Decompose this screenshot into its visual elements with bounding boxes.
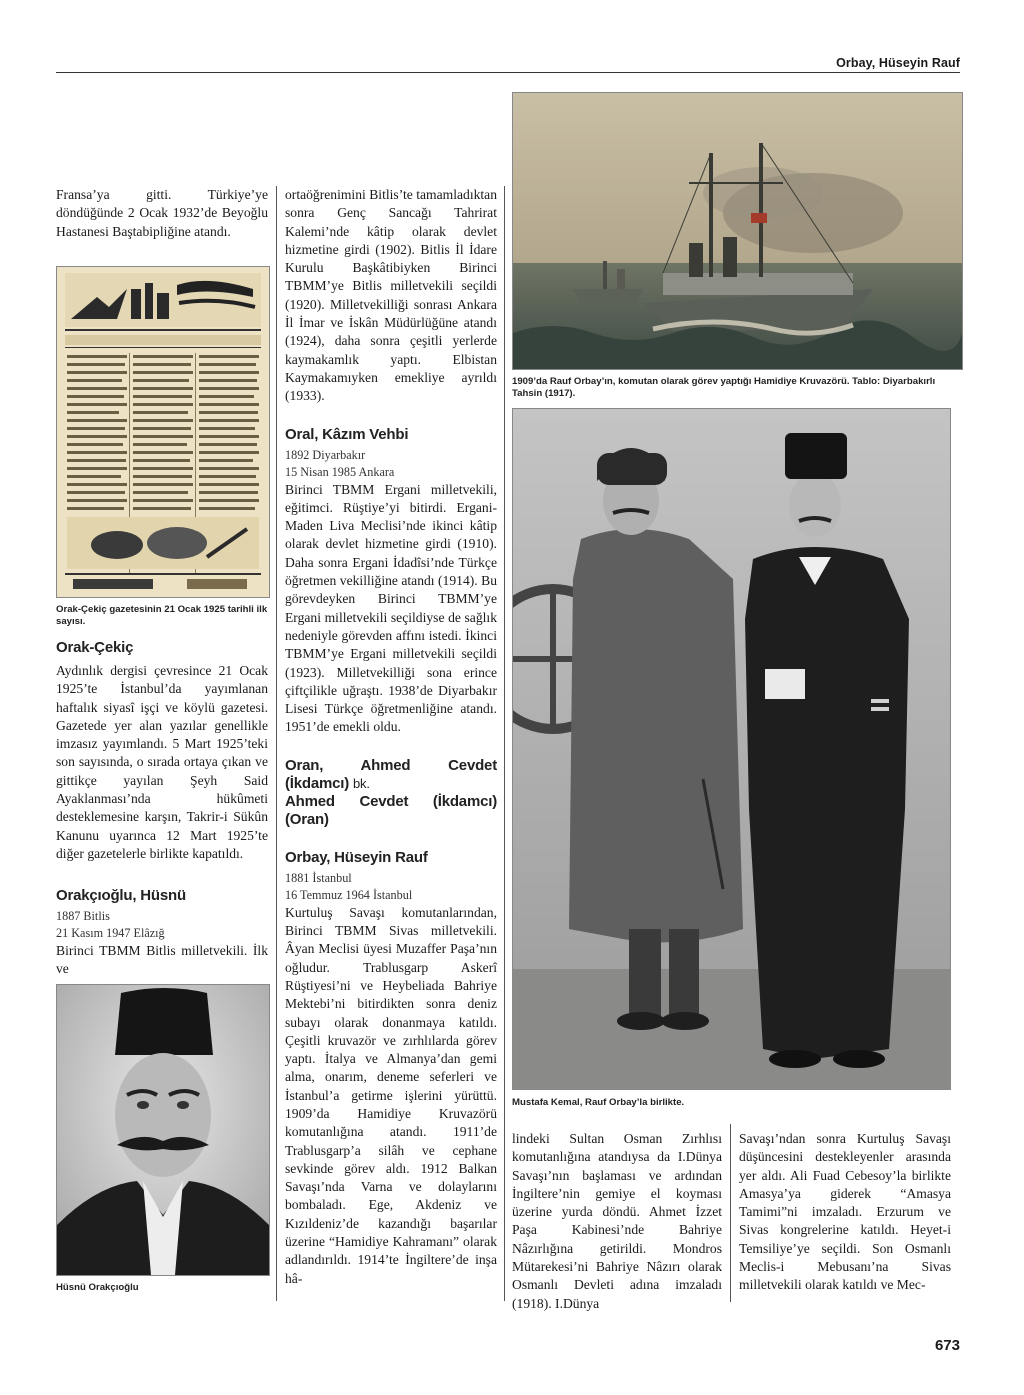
entry-title-oran (285, 757, 497, 793)
continuation-paragraph: ortaöğrenimini Bitlis’te tamamladıktan sonra Genç Sancağı Tahrirat Kalemi’nde kâtip olarak devlet hizmetine girdi (1902). Bitlis İl İdare Kurulu Başkâtibiyken Birinci TBMM’ye Bitlis milletvekili seçildi (1920). Milletvekilliği sonrası Ankara İl İmar ve İskân Müdürlüğüne atandı (1924), daha sonra çeşitli yerlerde kaymakamlık yaptı. Elbistan Kaymakamıyken emekliye ayrıldı (1933). (285, 187, 497, 404)
portrait-photo (56, 984, 270, 1276)
death-line: 21 Kasım 1947 Elâzığ (56, 926, 165, 940)
officers-photo (512, 408, 951, 1090)
entry-orakcioglu-husnu (56, 887, 268, 979)
column-4 (739, 1130, 951, 1295)
newspaper-front-page-image (56, 266, 270, 598)
running-head: Orbay, Hüseyin Rauf (836, 56, 960, 70)
portrait-icon (57, 985, 269, 1275)
column-divider-2 (504, 186, 505, 1301)
entry-body: Kurtuluş Savaşı komutanlarından, Birinci TBMM Sivas milletvekili. Âyan Meclisi üyesi Muzaffer Paşa’nın oğludur. Trablusgarp Askerî Rüştiyesi’ni ve Heybeliada Bahriye Mektebi’ni bitirdikten sonra deniz subayı olarak donanmaya katıldı. Çeşitli kruvazör ve zırhlılarda görev yaptı. İtalya ve Almanya’dan gemi alma, onarım, deneme seferleri ve İstanbul’a getirme işlerini yürüttü. 1909’da Hamidiye Kruvazörü komutanlığına atandı. 1911’de Trablusgarp’a silâh ve cephane sevkinde görev aldı. 1912 Balkan Savaşı’nda Varna ve dolaylarını bombaladı. Ege, Akdeniz ve Kızıldeniz’de kazandığı başarılar üzerine “Hamidiye Kahramanı” olarak adlandırıldı. 1914’te İngiltere’de inşa hâ- (285, 904, 497, 1286)
continuation-paragraph: lindeki Sultan Osman Zırhlısı komutanlığına atandıysa da I.Dünya Savaşı’nın başlaması ve ardından İngiltere’nin gemiye el koyması üzerine yurda döndü. Ahmet İzzet Paşa Kabinesi’nde Bahriye Nâzırlığına getirildi. Mondros Mütarekesi’ni Bahriye Nâzırı olarak Osmanlı Devleti adına imzaladı (1918). I.Dünya (512, 1131, 722, 1311)
birth-line: 1881 İstanbul (285, 870, 352, 885)
column-3 (512, 1130, 722, 1313)
entry-body: Aydınlık dergisi çevresince 21 Ocak 1925’te İstanbul’da yayımlanan haftalık siyasî işçi ve köylü gazetesi. Gazetede yer alan yazılar genellikle imzasız yayımlandı. 5 Mart 1925’teki son sayısında, o sırada ortaya çıkan ve gittikçe yayılan Şeyh Said Ayaklanması’nda hükûmeti desteklemesine karşın, Takrir-i Sükûn Kanunu uyarınca 12 Mart 1925’te diğer gazetelerle birlikte kapatıldı. (56, 663, 268, 861)
entry-body: Birinci TBMM Bitlis milletvekili. İlk ve (56, 943, 268, 977)
intro-paragraph: Fransa’ya gitti. Türkiye’ye döndüğünde 2 Ocak 1932’de Beyoğlu Hastanesi Baştabipliğine atandı. (56, 187, 268, 239)
column-divider-1 (276, 186, 277, 1301)
column-1-intro (56, 186, 268, 241)
entry-body: Birinci TBMM Ergani milletvekili, eğitimci. Rüştiye’yi bitirdi. Ergani-Maden Liva Meclisi’nde ikinci kâtip olarak devlet hizmetine girdi (1910). Daha sonra Ergani İdadîsi’nde Türkçe öğretmen vekilliğine atandı (1914). Bu görevdeyken Birinci TBMM’ye Ergani milletvekili seçildiyse de sağlık nedeniyle görevden affını istedi. İkinci TBMM’ye Ergani milletvekili seçildi (1923). Milletvekilliği sona erince çiftçilikle uğraştı. 1938’de Diyarbakır Lisesi Türkçe öğretmenliğine atandı. 1951’de emekli oldu. (285, 481, 497, 735)
column-divider-3 (730, 1124, 731, 1302)
portrait-caption: Hüsnü Orakçıoğlu (56, 1282, 139, 1293)
cross-reference-target[interactable]: Ahmed Cevdet (İkdamcı) (Oran) (285, 792, 497, 828)
birth-line: 1887 Bitlis (56, 909, 110, 923)
page-number: 673 (934, 1337, 960, 1354)
column-2 (285, 186, 497, 1288)
ship-painting-image (512, 92, 963, 370)
entry-orak-cekic (56, 639, 268, 863)
newspaper-illustration-icon (57, 267, 269, 597)
officers-caption: Mustafa Kemal, Rauf Orbay’la birlikte. (512, 1097, 685, 1108)
death-line: 16 Temmuz 1964 İstanbul (285, 887, 413, 902)
birth-line: 1892 Diyarbakır (285, 447, 366, 462)
cross-reference-marker: bk. (353, 775, 370, 791)
warship-icon (513, 93, 962, 369)
entry-title-orbay: Orbay, Hüseyin Rauf (285, 848, 428, 866)
continuation-paragraph: Savaşı’ndan sonra Kurtuluş Savaşı düşüncesini destekleyenler arasında yer aldı. Ali Fuad Cebesoy’la birlikte Amasya’ya giderek “Amasya Tamimi”ni imzaladı. Erzurum ve Sivas kongrelerine katıldı. Heyet-i Temsiliye’ye seçildi. Son Osmanlı Meclis-i Mebusanı’na Sivas milletvekili olarak katıldı ve Mec- (739, 1131, 951, 1293)
oran-title: Oran, Ahmed Cevdet (İkdamcı) (285, 756, 497, 792)
entry-title: Orakçıoğlu, Hüsnü (56, 887, 186, 904)
header-rule (56, 72, 960, 73)
ship-caption: 1909’da Rauf Orbay’ın, komutan olarak görev yaptığı Hamidiye Kruvazörü. Tablo: Diyarbakırlı Tahsin (1917). (512, 376, 936, 399)
entry-title: Orak-Çekiç (56, 639, 134, 656)
entry-title-oral: Oral, Kâzım Vehbi (285, 425, 409, 443)
newspaper-caption: Orak-Çekiç gazetesinin 21 Ocak 1925 tarihli ilk sayısı. (56, 604, 268, 627)
death-line: 15 Nisan 1985 Ankara (285, 464, 395, 479)
two-officers-icon (513, 409, 950, 1089)
